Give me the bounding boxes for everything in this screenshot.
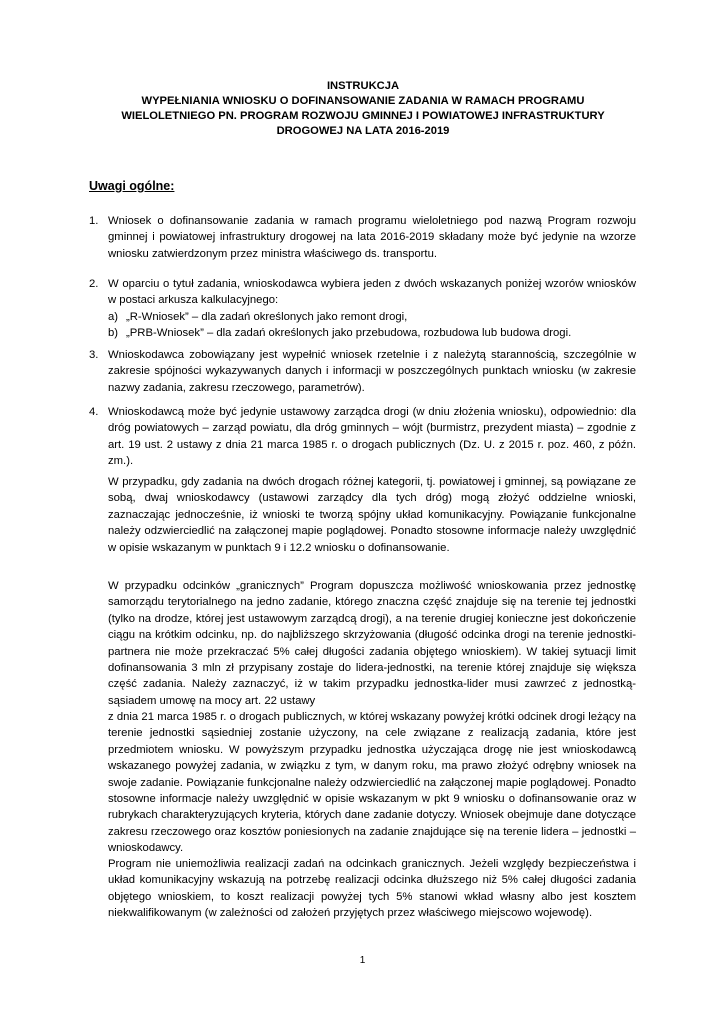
- list-item-number: 4.: [89, 406, 99, 418]
- paragraph: z dnia 21 marca 1985 r. o drogach publicznych, w której wskazany powyżej krótki odcinek drogi leżący na terenie jednostki sąsiedniej zostanie użyczony, na cele związane z realizacją zadania, które jest przedmiotem wniosku. W powyższym przypadku jednostka użyczająca drogę nie jest wnioskodawcą wskazanego powyżej zadania, w związku z tym, w danym roku, ma prawo złożyć odrębny wniosek na swoje zadanie. Powiązanie funkcjonalne należy odzwierciedlić na załączonej mapie poglądowej. Ponadto stosowne informacje należy uwzględnić w opisie wskazanym w pkt 9 wniosku o dofinansowanie oraz w rubrykach charakteryzujących kryteria, których dane zadanie dotyczy. Wniosek obejmuje dane dotyczące zakresu rzeczowego oraz kosztów poniesionych na zadanie znajdujące się na terenie lidera – jednostki – wnioskodawcy.: [108, 711, 636, 855]
- paragraph: W przypadku odcinków „granicznych” Program dopuszcza możliwość wnioskowania przez jednostkę samorządu terytorialnego na jedno zadanie, którego znaczna część znajduje się na terenie tej jednostki (tylko na drodze, której jest ustawowym zarządcą drogi), a na terenie drugiej konieczne jest dokończenie ciągu na krótkim odcinku, np. do najbliższego skrzyżowania (długość odcinka drogi na terenie jednostki-partnera nie może przekraczać 5% całej długości zadania objętego wnioskiem). W takiej sytuacji limit dofinansowania 3 mln zł przypisany zostaje do lidera-jednostki, na terenie której znajduje się większa część zadania. Należy zaznaczyć, iż w takim przypadku jednostka-lider musi zawrzeć z jednostką-sąsiadem umowę na mocy art. 22 ustawy: [108, 580, 636, 707]
- list-item-text: Wnioskodawcą może być jedynie ustawowy zarządca drogi (w dniu złożenia wniosku), odpowiednio: dla dróg powiatowych – zarząd powiatu, dla dróg gminnych – wójt (burmistrz, prezydent miasta) – zgodnie z art. 19 ust. 2 ustawy z dnia 21 marca 1985 r. o drogach publicznych (Dz. U. z 2015 r. poz. 460, z późn. zm.).: [108, 406, 636, 468]
- list-item-content: [108, 276, 636, 342]
- list-item-number: 3.: [89, 349, 99, 361]
- list-item-text: W oparciu o tytuł zadania, wnioskodawca wybiera jeden z dwóch wskazanych poniżej wzorów wniosków w postaci arkusza kalkulacyjnego:: [108, 278, 636, 307]
- list-item-text: Wnioskodawca zobowiązany jest wypełnić wniosek rzetelnie i z należytą starannością, szczególnie w zakresie spójności wykazywanych danych i informacji w poszczególnych punktach wniosku (w zakresie nazwy zadania, zakresu rzeczowego, parametrów).: [108, 349, 636, 394]
- sub-item-text: „R-Wniosek” – dla zadań określonych jako remont drogi,: [126, 310, 408, 323]
- sub-item-text: „PRB-Wniosek” – dla zadań określonych jako przebudowa, rozbudowa lub budowa drogi.: [126, 327, 572, 340]
- title-line: WIELOLETNIEGO PN. PROGRAM ROZWOJU GMINNEJ I POWIATOWEJ INFRASTRUKTURY: [121, 110, 605, 122]
- sub-item: [108, 325, 636, 341]
- title-line: INSTRUKCJA: [326, 80, 400, 92]
- list-item-text: Wniosek o dofinansowanie zadania w ramach programu wieloletniego pod nazwą Program rozwoju gminnej i powiatowej infrastruktury drogowej na lata 2016-2019 składany może być jedynie na wzorze wniosku zatwierdzonym przez ministra właściwego ds. transportu.: [108, 215, 636, 260]
- sub-item-label: b): [108, 327, 119, 340]
- document-title: [80, 79, 646, 139]
- list-item-number: 2.: [89, 278, 99, 290]
- title-line: WYPEŁNIANIA WNIOSKU O DOFINANSOWANIE ZADANIA W RAMACH PROGRAMU: [141, 95, 585, 107]
- sub-item-label: a): [108, 310, 119, 323]
- paragraph: W przypadku, gdy zadania na dwóch drogach różnej kategorii, tj. powiatowej i gminnej, są powiązane ze sobą, dwaj wnioskodawcy (ustawowi zarządcy dla tych dróg) mogą złożyć oddzielne wnioski, zaznaczając jednocześnie, iż wnioski te tworzą spójny układ komunikacyjny. Powiązanie funkcjonalne należy odzwierciedlić na załączonej mapie poglądowej. Ponadto stosowne informacje należy uwzględnić w opisie wskazanym w punktach 9 i 12.2 wniosku o dofinansowanie.: [108, 476, 636, 554]
- sub-item: [108, 309, 636, 325]
- section-heading: Uwagi ogólne:: [89, 179, 175, 193]
- list-item-number: 1.: [89, 215, 99, 227]
- paragraph: Program nie uniemożliwia realizacji zadań na odcinkach granicznych. Jeżeli względy bezpieczeństwa i układ komunikacyjny wskazują na potrzebę realizacji odcinka dłuższego niż 5% całej długości zadania objętego wnioskiem, to koszt realizacji powyżej tych 5% stanowi wkład własny albo jest kosztem niekwalifikowanym (w zależności od założeń przyjętych przez właściwego miejscowo wojewodę).: [108, 858, 636, 920]
- page-number: 1: [359, 955, 366, 966]
- title-line: DROGOWEJ NA LATA 2016-2019: [276, 125, 450, 137]
